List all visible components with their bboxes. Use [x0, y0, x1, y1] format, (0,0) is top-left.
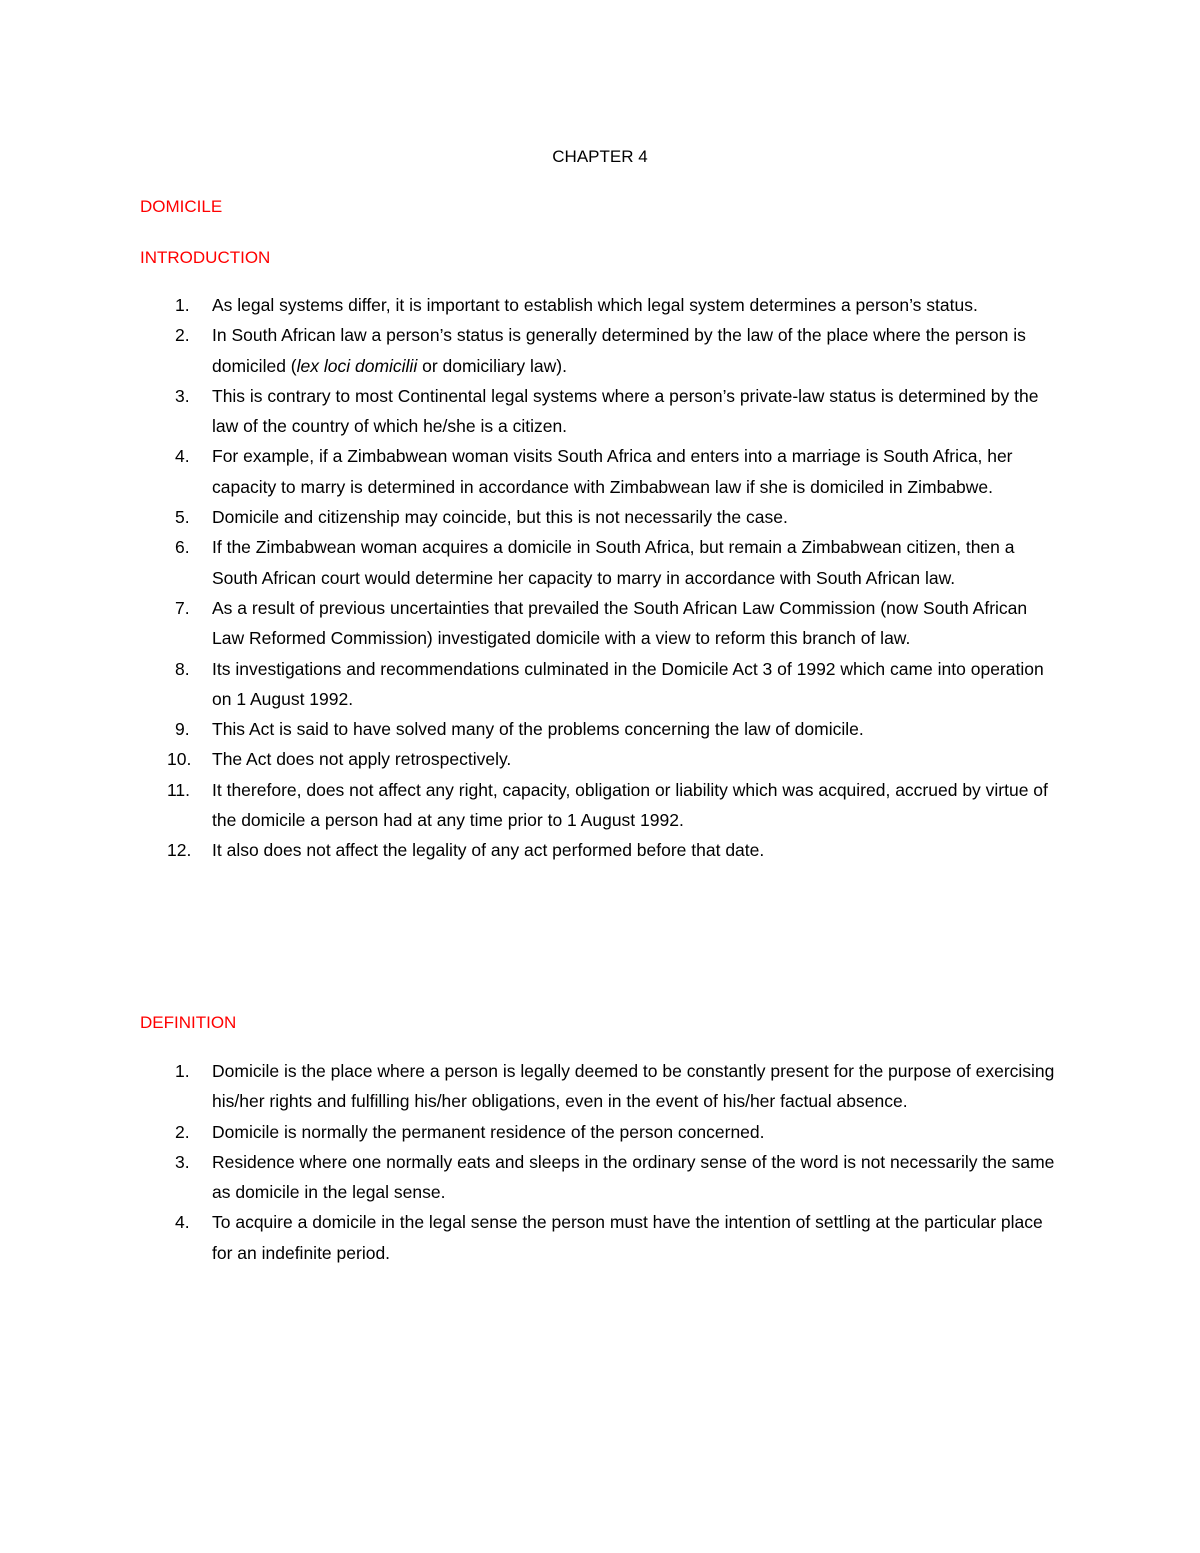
list-item-number: 3.	[175, 1151, 190, 1172]
heading-domicile: DOMICILE	[140, 197, 223, 216]
list-item	[0, 654, 1200, 715]
list-item-number: 4.	[175, 1212, 190, 1233]
list-item	[0, 532, 1200, 593]
list-item	[0, 441, 1200, 502]
introduction-list	[0, 290, 1200, 866]
list-item-number: 7.	[175, 597, 190, 618]
list-item-text: As a result of previous uncertainties that prevailed the South African Law Commission (now South African Law Reformed Commission) investigated domicile with a view to reform this branch of law.	[212, 597, 1028, 649]
list-item-text: Residence where one normally eats and sleeps in the ordinary sense of the word is not necessarily the same as domicile in the legal sense.	[212, 1151, 1055, 1203]
list-item-text: This is contrary to most Continental legal systems where a person’s private-law status is determined by the law of the country of which he/she is a citizen.	[212, 385, 1039, 437]
list-item	[0, 1207, 1200, 1268]
list-item-text-italic: lex loci domicilii	[296, 355, 418, 376]
list-item	[0, 381, 1200, 442]
list-item-number: 5.	[175, 507, 190, 528]
list-item-number: 9.	[175, 719, 190, 740]
list-item-number: 4.	[175, 446, 190, 467]
definition-list	[0, 1056, 1200, 1268]
chapter-title: CHAPTER 4	[552, 147, 648, 166]
list-item	[0, 320, 1200, 381]
list-item	[0, 714, 1200, 744]
list-item-number: 8.	[175, 658, 190, 679]
list-item-number: 6.	[175, 537, 190, 558]
list-item-text: If the Zimbabwean woman acquires a domicile in South Africa, but remain a Zimbabwean citizen, then a South African court would determine her capacity to marry in accordance with South African law.	[212, 537, 1015, 588]
list-item	[0, 290, 1200, 320]
list-item-text: This Act is said to have solved many of the problems concerning the law of domicile.	[212, 719, 864, 740]
list-item-number: 3.	[175, 385, 190, 406]
list-item	[0, 1147, 1200, 1208]
list-item	[0, 1056, 1200, 1117]
list-item	[0, 775, 1200, 836]
list-item	[0, 502, 1200, 532]
list-item-number: 2.	[175, 1121, 190, 1142]
list-item-text: It therefore, does not affect any right, capacity, obligation or liability which was acquired, accrued by virtue of the domicile a person had at any time prior to 1 August 1992.	[212, 779, 1048, 831]
list-item-text-before: In South African law a person’s status is generally determined by the law of the place where the person is domiciled (	[212, 325, 1026, 376]
list-item-number: 1.	[175, 295, 190, 315]
list-item	[0, 593, 1200, 654]
list-item	[0, 835, 1200, 865]
list-item-text: It also does not affect the legality of any act performed before that date.	[212, 840, 765, 861]
list-item	[0, 1117, 1200, 1147]
list-item-text: For example, if a Zimbabwean woman visits South Africa and enters into a marriage is South Africa, her capacity to marry is determined in accordance with Zimbabwean law if she is domiciled in Zimbabwe.	[212, 446, 1013, 497]
list-item-text-after: or domiciliary law).	[417, 355, 567, 376]
list-item-text: Its investigations and recommendations culminated in the Domicile Act 3 of 1992 which came into operation on 1 August 1992.	[212, 658, 1044, 709]
list-item-number: 10.	[167, 749, 192, 770]
list-item-text: As legal systems differ, it is important to establish which legal system determines a person’s status.	[212, 295, 978, 315]
list-item-text: Domicile and citizenship may coincide, but this is not necessarily the case.	[212, 507, 788, 528]
list-item-number: 12.	[167, 840, 192, 861]
list-item-number: 1.	[175, 1061, 190, 1081]
list-item-text: To acquire a domicile in the legal sense the person must have the intention of settling at the particular place for an indefinite period.	[212, 1212, 1043, 1263]
list-item-text: The Act does not apply retrospectively.	[212, 749, 512, 770]
list-item	[0, 744, 1200, 774]
list-item-number: 11.	[167, 779, 191, 800]
list-item-number: 2.	[175, 325, 190, 346]
heading-introduction: INTRODUCTION	[140, 248, 271, 267]
list-item-text: Domicile is normally the permanent residence of the person concerned.	[212, 1121, 765, 1142]
list-item-text: Domicile is the place where a person is legally deemed to be constantly present for the purpose of exercising his/her rights and fulfilling his/her obligations, even in the event of his/her factual absence.	[212, 1061, 1055, 1112]
heading-definition: DEFINITION	[140, 1013, 237, 1032]
